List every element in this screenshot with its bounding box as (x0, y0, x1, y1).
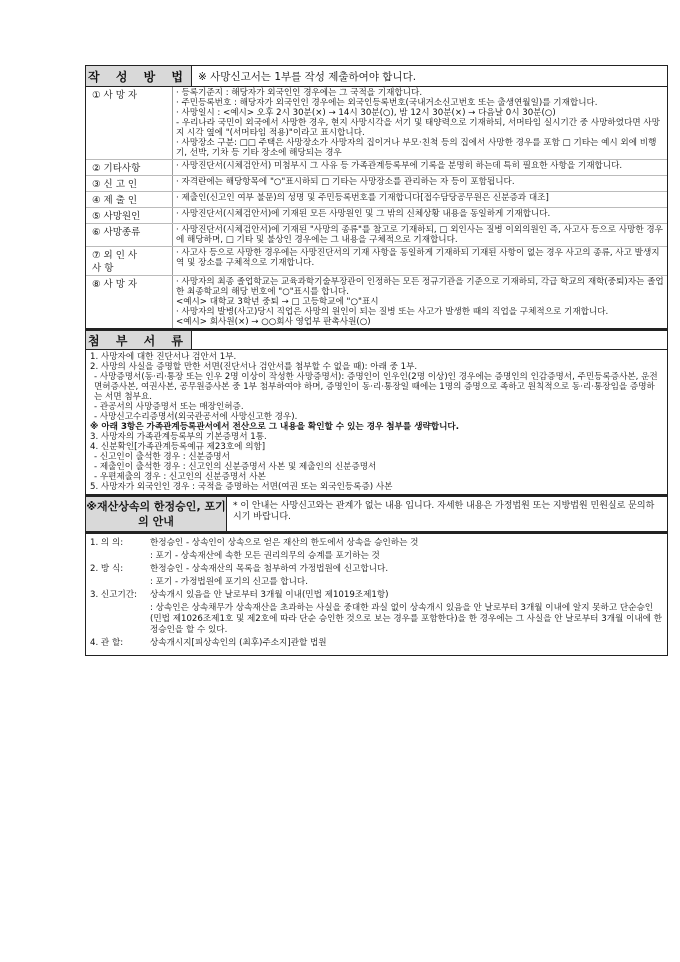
inheritance-value: 한정승인 - 상속인이 상속으로 얻은 재산의 한도에서 상속을 승인하는 것 (150, 538, 419, 548)
item-line: · 사망진단서(시체검안서)에 기재된 "사망의 종류"를 참고로 기재하되, □ 외인사는 질병 이외의원인 즉, 사고사 등으로 사망한 경우에 해당하며, □ 기타 및 불상인 경우에는 그 내용을 구체적으로 기재합니다. (176, 225, 663, 245)
item-label: ⑥ 사망종류 (92, 227, 141, 238)
attachment-line: - 신고인이 출석한 경우 : 신분증명서 (94, 452, 230, 462)
attachment-line: - 우편제출의 경우 : 신고인의 신분증명서 사본 (94, 472, 266, 482)
instructions-form (85, 65, 668, 656)
item-line: <예시> 회사원(×) → ○○회사 영업부 판촉사원(○) (176, 317, 371, 327)
item-label: ② 기타사항 (92, 163, 141, 174)
item-line: · 등록기준지 : 해당자가 외국인인 경우에는 그 국적을 기재합니다. (176, 88, 423, 98)
inheritance-key: 4. 관 할: (90, 638, 124, 648)
method-title: 작 성 방 법 (86, 66, 192, 86)
inheritance-row (90, 577, 663, 588)
method-item (86, 87, 667, 159)
item-description (172, 247, 667, 275)
attachment-line: - 관공서의 사망증명서 또는 매장인허증. (94, 402, 244, 412)
attachment-line: 3. 사망자의 가족관계등록부의 기본증명서 1통. (90, 432, 267, 442)
attachment-line: - 제출인이 출석한 경우 : 신고인의 신분증명서 사본 및 제출인의 신분증명서 (94, 462, 377, 472)
inheritance-value: 상속개시지[피상속인의 (최후)주소지]관할 법원 (150, 638, 327, 648)
item-line: <예시> 대학교 3학년 중퇴 → □ 고등학교에 "○"표시 (176, 297, 379, 307)
attachment-line: 2. 사망의 사실을 증명할 만한 서면(진단서나 검안서를 첨부할 수 없을 때): 아래 중 1부. (90, 362, 418, 372)
attachment-line: 5. 사망자가 외국인인 경우 : 국적을 증명하는 서면(여권 또는 외국인등록증) 사본 (90, 482, 393, 492)
method-item (86, 207, 667, 223)
item-label: ⑧ 사 망 자 (92, 279, 138, 290)
method-items (85, 87, 668, 329)
inheritance-note: * 이 안내는 사망신고와는 관계가 없는 내용 입니다. 자세한 내용은 가정법원 또는 지방법원 민원실로 문의하시기 바랍니다. (233, 501, 655, 522)
inheritance-row (90, 538, 663, 549)
item-description (172, 176, 667, 191)
inheritance-row (90, 551, 663, 562)
item-line: · 제출인(신고인 여부 불문)의 성명 및 주민등록번호를 기재합니다[접수담당공무원은 신분증과 대조] (176, 193, 549, 203)
attachment-line: 4. 신분확인[가족관계등록예규 제23호에 의함] (90, 442, 266, 452)
attachment-line: 1. 사망자에 대한 진단서나 검안서 1부. (90, 352, 237, 362)
item-label: ⑦ 외 인 사 사 항 (92, 250, 138, 274)
method-item (86, 191, 667, 207)
method-item (86, 275, 667, 328)
item-line: - 우리나라 국민이 외국에서 사망한 경우, 현지 사망시각을 서기 및 태양력으로 기재하되, 서머타임 실시기간 중 사망하였다면 사망지 시각 옆에 "(서머타임 적용)"이라고 표시합니다. (176, 118, 660, 138)
inheritance-row (90, 590, 663, 601)
inheritance-value: 한정승인 - 상속재산의 목록을 첨부하여 가정법원에 신고합니다. (150, 564, 389, 574)
attachment-line: - 사망증명서(동·리·통장 또는 인우 2명 이상이 작성한 사망증명서): 증명인이 인우인(2명 이상)인 경우에는 증명인의 인감증명서, 주민등록증사본, 운전면허증사본, 여권사본, 공무원증사본 중 1부 첨부하여야 하며, 증명인이 동·리·통장일 때에는 1명의 증명으로 족하고 원칙적으로 동·리·통장임을 증명하는 서면 첨부요. (94, 372, 658, 402)
item-label: ④ 제 출 인 (92, 195, 138, 206)
item-line: · 사망자의 최종 졸업학교는 교육과학기술부장관이 인정하는 모든 정규기관을 기준으로 기재하되, 각급 학교의 재학(중퇴)자는 졸업한 최종학교의 해당 번호에 "○"표시를 합니다. (176, 277, 664, 297)
item-line: · 사망일시 : <예시> 오후 2시 30분(×) → 14시 30분(○), 밤 12시 30분(×) → 다음날 0시 30분(○) (176, 108, 556, 118)
method-item (86, 175, 667, 191)
inheritance-key: 3. 신고기간: (90, 590, 138, 600)
inheritance-title: ※재산상속의 한정승인, 포기의 안내 (86, 497, 227, 531)
item-label: ③ 신 고 인 (92, 179, 138, 190)
item-description (172, 87, 667, 159)
item-label: ⑤ 사망원인 (92, 211, 141, 222)
inheritance-row (90, 603, 663, 636)
method-note: ※ 사망신고서는 1부를 작성 제출하여야 합니다. (198, 70, 417, 83)
attachment-line: - 사망신고수리증명서(외국관공서에 사망신고한 경우). (94, 412, 298, 422)
item-line: · 사고사 등으로 사망한 경우에는 사망진단서의 기재 사항을 동일하게 기재하되 기재된 사항이 없는 경우 사고의 종류, 사고 발생지역 및 장소를 구체적으로 기재합니다. (176, 248, 660, 268)
inheritance-row (90, 638, 663, 649)
item-description (172, 208, 667, 223)
item-line: · 사망진단서(시체검안서) 미첨부시 그 사유 등 가족관계등록부에 기록을 분명히 하는데 특히 필요한 사항을 기재합니다. (176, 161, 623, 171)
item-description (172, 160, 667, 175)
inheritance-key (90, 577, 150, 588)
method-item (86, 159, 667, 175)
method-item (86, 223, 667, 246)
item-description (172, 276, 667, 328)
inheritance-row (90, 564, 663, 575)
item-line: · 사망장소 구분: □□ 주택은 사망장소가 사망자의 집이거나 부모·친척 등의 집에서 사망한 경우를 포함 □ 기타는 예시 외에 비행기, 선박, 기차 등 기타 장소에 해당되는 경우 (176, 138, 657, 158)
attachments-header (85, 329, 668, 350)
inheritance-key: 1. 의 의: (90, 538, 124, 548)
method-header (85, 65, 668, 87)
inheritance-value: : 상속인은 상속채무가 상속재산을 초과하는 사실을 중대한 과실 없이 상속개시 있음을 안 날로부터 3개월 이내에 알지 못하고 단순승인(민법 제1026조제1호 및 제2호에 따라 단순 승인한 것으로 보는 경우를 포함한다)을 한 경우에는 그 사실을 안 날로부터 3개월 이내에 한정승인을 할 수 있다. (150, 603, 662, 635)
item-line: · 사망진단서(시체검안서)에 기재된 모든 사망원인 및 그 밖의 신체상황 내용을 동일하게 기재합니다. (176, 209, 551, 219)
attachment-line: ※ 아래 3항은 가족관계등록관서에서 전산으로 그 내용을 확인할 수 있는 경우 첨부를 생략합니다. (90, 422, 459, 432)
inheritance-value: : 포기 - 상속재산에 속한 모든 권리의무의 승계를 포기하는 것 (150, 551, 380, 561)
item-line: · 사망자의 발병(사고)당시 직업은 사망의 원인이 되는 질병 또는 사고가 발생한 때의 직업을 구체적으로 기재합니다. (176, 307, 609, 317)
item-description (172, 192, 667, 207)
inheritance-header (85, 495, 668, 532)
inheritance-value: 상속개시 있음을 안 날로부터 3개월 이내(민법 제1019조제1항) (150, 590, 389, 600)
inheritance-key (90, 603, 150, 636)
attachments-title: 첨 부 서 류 (86, 331, 192, 349)
item-line: · 자격란에는 해당항목에 "○"표시하되 □ 기타는 사망장소를 관리하는 자 등이 포함됩니다. (176, 177, 515, 187)
inheritance-body (85, 532, 668, 656)
inheritance-key (90, 551, 150, 562)
inheritance-key: 2. 방 식: (90, 564, 124, 574)
item-label: ① 사 망 자 (92, 90, 138, 101)
item-description (172, 224, 667, 246)
item-line: · 주민등록번호 : 해당자가 외국인인 경우에는 외국인등록번호(국내거소신고번호 또는 출생연월일)를 기재합니다. (176, 98, 598, 108)
inheritance-value: : 포기 - 가정법원에 포기의 신고를 합니다. (150, 577, 308, 587)
attachments-body (85, 350, 668, 495)
method-item (86, 246, 667, 275)
